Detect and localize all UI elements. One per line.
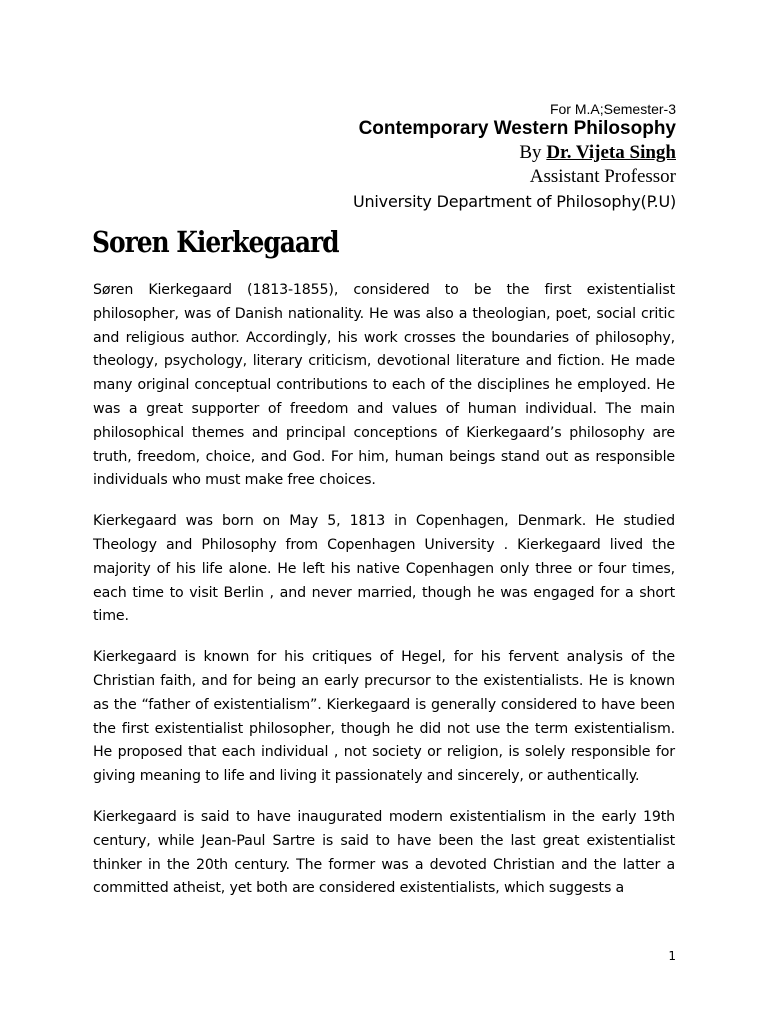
paragraph-1: Søren Kierkegaard (1813-1855), considered to be the first existentialist philosopher, was of Danish nationality. He was also a theologian, poet, social critic and religious author. Accordingly, his work crosses the boundaries of philosophy, theology, psychology, literary criticism, devotional literature and fiction. He made many original conceptual contributions to each of the disciplines he employed. He was a great supporter of freedom and values of human individual. The main philosophical themes and principal conceptions of Kierkegaard’s philosophy are truth, freedom, choice, and God. For him, human beings stand out as responsible individuals who must make free choices. <box>93 282 675 489</box>
department-name: University Department of Philosophy(P.U) <box>352 192 676 211</box>
document-header <box>76 101 676 215</box>
paragraph-2: Kierkegaard was born on May 5, 1813 in Copenhagen, Denmark. He studied Theology and Philosophy from Copenhagen University . Kierkegaard lived the majority of his life alone. He left his native Copenhagen only three or four times, each time to visit Berlin , and never married, though he was engaged for a short time. <box>93 513 675 625</box>
paragraph-3: Kierkegaard is known for his critiques of Hegel, for his fervent analysis of the Christian faith, and for being an early precursor to the existentialists. He is known as the “father of existentialism”. Kierkegaard is generally considered to have been the first existentialist philosopher, though he did not use the term existentialism. He proposed that each individual , not society or religion, is solely responsible for giving meaning to life and living it passionately and sincerely, or authentically. <box>93 649 675 785</box>
byline-prefix: By <box>519 142 547 163</box>
paragraph-4: Kierkegaard is said to have inaugurated modern existentialism in the early 19th century, while Jean-Paul Sartre is said to have been the last great existentialist thinker in the 20th century. The former was a devoted Christian and the latter a committed atheist, yet both are considered existentialists, which suggests a <box>93 808 675 897</box>
course-semester-line: For M.A;Semester-3 <box>549 101 676 117</box>
page-number: 1 <box>668 949 676 963</box>
page-title: Soren Kierkegaard <box>92 225 339 259</box>
byline <box>76 141 676 165</box>
author-name: Dr. Vijeta Singh <box>546 142 676 163</box>
body-text <box>93 279 675 918</box>
author-role: Assistant Professor <box>529 166 676 187</box>
course-title: Contemporary Western Philosophy <box>358 118 676 139</box>
